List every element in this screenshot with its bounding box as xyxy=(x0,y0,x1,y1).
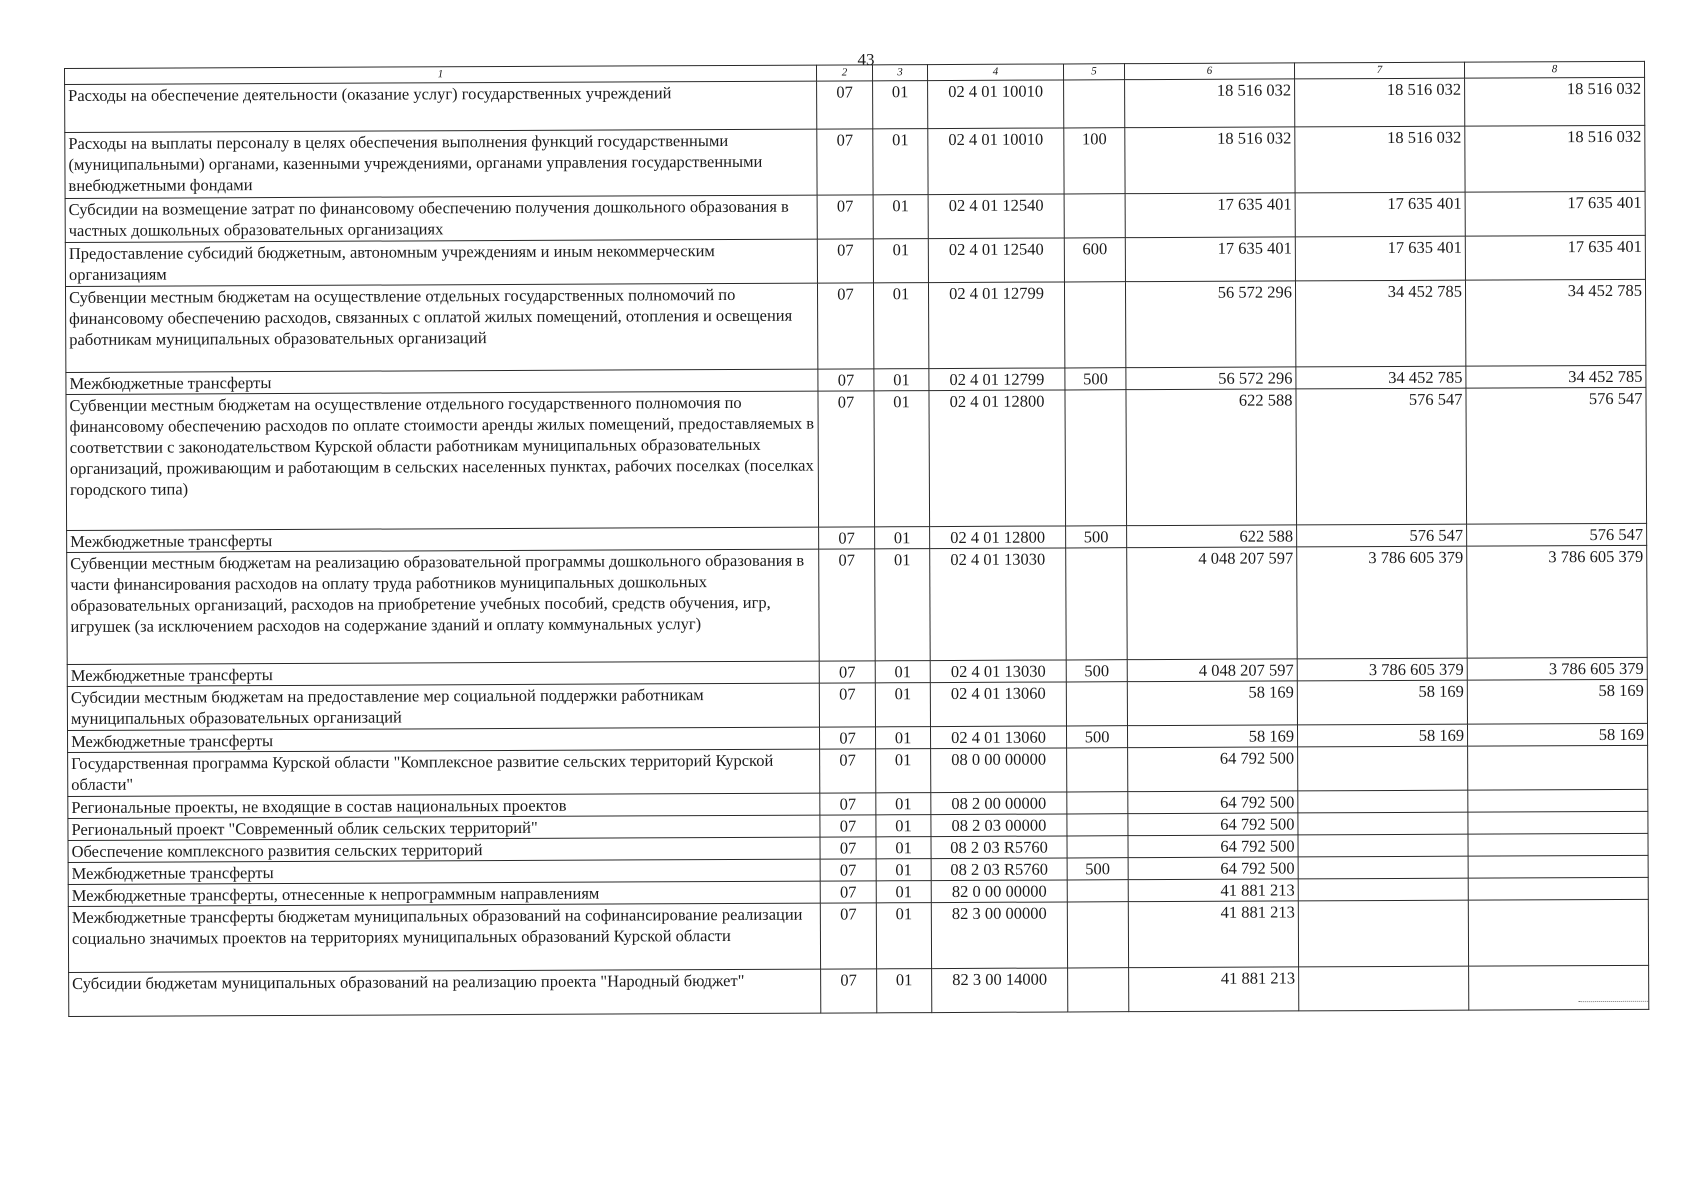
amount-col-6: 4 048 207 597 xyxy=(1127,659,1297,682)
table-row xyxy=(66,387,1647,530)
column-number: 8 xyxy=(1464,61,1644,78)
target-article-code: 08 2 00 00000 xyxy=(931,792,1067,815)
row-description: Региональный проект "Современный облик сельских территорий" xyxy=(68,815,820,840)
subsection-code: 01 xyxy=(875,683,930,727)
row-description: Субвенции местным бюджетам на осуществление отдельных государственных полномочий по финансовому обеспечению расходов, связанных с оплатой жилых помещений, отопления и освещения работникам муниципальных образовательных организаций xyxy=(65,283,817,372)
expense-type-code xyxy=(1067,748,1128,792)
table-row xyxy=(68,745,1648,796)
amount-col-6: 41 881 213 xyxy=(1128,901,1298,968)
amount-col-7: 3 786 605 379 xyxy=(1297,546,1468,659)
amount-col-6: 64 792 500 xyxy=(1128,791,1298,814)
amount-col-6: 58 169 xyxy=(1127,725,1297,748)
subsection-code: 01 xyxy=(874,369,929,391)
table-row xyxy=(65,279,1645,372)
section-code: 07 xyxy=(820,859,876,881)
table-row xyxy=(68,899,1648,972)
amount-col-8 xyxy=(1468,789,1648,812)
amount-col-7 xyxy=(1298,746,1468,791)
row-description: Государственная программа Курской области "Комплексное развитие сельских территорий Курской области" xyxy=(68,749,820,796)
amount-col-8: 17 635 401 xyxy=(1465,191,1645,236)
subsection-code: 01 xyxy=(876,859,931,881)
row-description: Межбюджетные трансферты, отнесенные к непрограммным направлениям xyxy=(68,881,820,906)
amount-col-8: 18 516 032 xyxy=(1465,125,1645,192)
section-code: 07 xyxy=(819,549,876,661)
section-code: 07 xyxy=(817,81,873,129)
section-code: 07 xyxy=(820,815,876,837)
amount-col-8 xyxy=(1468,899,1648,966)
amount-col-6: 4 048 207 597 xyxy=(1127,547,1298,660)
amount-col-6: 17 635 401 xyxy=(1125,193,1295,238)
expense-type-code: 500 xyxy=(1066,526,1127,548)
row-description: Субсидии местным бюджетам на предоставление мер социальной поддержки работникам муниципальных образовательных организаций xyxy=(67,683,819,730)
expense-type-code: 500 xyxy=(1066,660,1127,682)
table-row xyxy=(65,235,1645,286)
section-code: 07 xyxy=(817,195,873,239)
subsection-code: 01 xyxy=(873,283,928,369)
amount-col-8 xyxy=(1469,965,1649,1010)
section-code: 07 xyxy=(820,903,876,969)
target-article-code: 02 4 01 10010 xyxy=(928,80,1064,129)
amount-col-8 xyxy=(1468,855,1648,878)
row-description: Межбюджетные трансферты бюджетам муниципальных образований на софинансирование реализации социально значимых проектов на территориях муниципальных образований Курской области xyxy=(68,903,820,972)
row-description: Межбюджетные трансферты xyxy=(67,527,819,552)
expense-type-code xyxy=(1067,836,1128,858)
section-code: 07 xyxy=(820,837,876,859)
amount-col-7 xyxy=(1299,966,1469,1011)
amount-col-8: 576 547 xyxy=(1466,387,1647,524)
amount-col-8 xyxy=(1468,745,1648,790)
amount-col-7 xyxy=(1298,900,1468,967)
target-article-code: 82 3 00 14000 xyxy=(932,968,1068,1013)
section-code: 07 xyxy=(819,527,875,549)
expense-type-code: 500 xyxy=(1065,368,1126,390)
amount-col-6: 622 588 xyxy=(1126,389,1297,526)
target-article-code: 08 2 03 R5760 xyxy=(931,836,1067,859)
table-row xyxy=(65,125,1645,198)
subsection-code: 01 xyxy=(876,749,931,793)
row-description: Расходы на выплаты персоналу в целях обеспечения выполнения функций государственными (муниципальными) органами, казенными учреждениями, органами управления государственными внебюджетными фондами xyxy=(65,129,817,198)
amount-col-6: 64 792 500 xyxy=(1128,813,1298,836)
amount-col-8: 3 786 605 379 xyxy=(1467,545,1648,658)
amount-col-6: 18 516 032 xyxy=(1125,127,1295,194)
target-article-code: 02 4 01 12800 xyxy=(929,390,1066,527)
expense-type-code xyxy=(1065,390,1127,526)
section-code: 07 xyxy=(817,239,873,283)
section-code: 07 xyxy=(820,881,876,903)
target-article-code: 08 2 03 R5760 xyxy=(931,858,1067,881)
amount-col-6: 41 881 213 xyxy=(1129,967,1299,1012)
column-number: 2 xyxy=(816,65,872,81)
subsection-code: 01 xyxy=(876,881,931,903)
subsection-code: 01 xyxy=(875,549,931,661)
subsection-code: 01 xyxy=(877,969,932,1013)
section-code: 07 xyxy=(820,793,876,815)
section-code: 07 xyxy=(817,129,873,195)
expense-type-code: 100 xyxy=(1064,128,1125,194)
target-article-code: 02 4 01 13060 xyxy=(930,682,1066,727)
row-description: Расходы на обеспечение деятельности (оказание услуг) государственных учреждений xyxy=(65,81,817,132)
amount-col-6: 17 635 401 xyxy=(1125,237,1295,282)
amount-col-6: 622 588 xyxy=(1127,525,1297,548)
amount-col-6: 64 792 500 xyxy=(1128,857,1298,880)
section-code: 07 xyxy=(820,749,876,793)
table-row xyxy=(65,191,1645,242)
subsection-code: 01 xyxy=(875,661,930,683)
subsection-code: 01 xyxy=(873,239,928,283)
amount-col-7: 17 635 401 xyxy=(1295,236,1465,281)
row-description: Межбюджетные трансферты xyxy=(68,859,820,884)
column-number: 5 xyxy=(1063,64,1124,80)
amount-col-7: 576 547 xyxy=(1296,388,1467,525)
amount-col-7 xyxy=(1298,834,1468,857)
target-article-code: 82 3 00 00000 xyxy=(931,902,1067,969)
amount-col-7 xyxy=(1298,856,1468,879)
subsection-code: 01 xyxy=(875,527,930,549)
budget-table xyxy=(64,61,1649,1017)
target-article-code: 02 4 01 10010 xyxy=(928,128,1064,195)
amount-col-8: 58 169 xyxy=(1467,723,1647,746)
target-article-code: 02 4 01 12799 xyxy=(929,368,1065,391)
page-number: 43 xyxy=(857,50,875,69)
subsection-code: 01 xyxy=(873,81,928,129)
row-description: Межбюджетные трансферты xyxy=(67,661,819,686)
amount-col-7: 34 452 785 xyxy=(1296,366,1466,389)
subsection-code: 01 xyxy=(876,903,931,969)
amount-col-7: 18 516 032 xyxy=(1295,126,1465,193)
target-article-code: 02 4 01 13060 xyxy=(930,726,1066,749)
expense-type-code xyxy=(1066,682,1127,726)
amount-col-6: 18 516 032 xyxy=(1125,79,1295,128)
amount-col-7: 58 169 xyxy=(1297,680,1467,725)
amount-col-7 xyxy=(1298,878,1468,901)
expense-type-code: 500 xyxy=(1067,858,1128,880)
amount-col-6: 56 572 296 xyxy=(1125,281,1295,368)
expense-type-code: 600 xyxy=(1064,238,1125,282)
amount-col-7: 34 452 785 xyxy=(1295,280,1465,367)
amount-col-8: 58 169 xyxy=(1467,679,1647,724)
subsection-code: 01 xyxy=(876,837,931,859)
target-article-code: 02 4 01 12800 xyxy=(930,526,1066,549)
column-number: 1 xyxy=(65,65,817,84)
subsection-code: 01 xyxy=(876,793,931,815)
expense-type-code: 500 xyxy=(1066,726,1127,748)
row-description: Субвенции местным бюджетам на реализацию образовательной программы дошкольного образования в части финансирования расходов на оплату труда работников муниципальных дошкольных образовательных организаций, расходов на приобретение учебных пособий, средств обучения, игр, игрушек (за исключением расходов на содержание зданий и оплату коммунальных услуг) xyxy=(67,549,820,664)
expense-type-code xyxy=(1064,194,1125,238)
section-code: 07 xyxy=(818,369,874,391)
amount-col-6: 41 881 213 xyxy=(1128,879,1298,902)
subsection-code: 01 xyxy=(875,727,930,749)
expense-type-code xyxy=(1067,880,1128,902)
expense-type-code xyxy=(1068,968,1129,1012)
amount-col-8 xyxy=(1468,877,1648,900)
target-article-code: 02 4 01 13030 xyxy=(930,548,1067,661)
target-article-code: 02 4 01 13030 xyxy=(930,660,1066,683)
amount-col-7 xyxy=(1298,790,1468,813)
subsection-code: 01 xyxy=(874,391,930,527)
amount-col-7: 17 635 401 xyxy=(1295,192,1465,237)
amount-col-6: 64 792 500 xyxy=(1128,835,1298,858)
expense-type-code xyxy=(1064,80,1125,128)
subsection-code: 01 xyxy=(873,129,928,195)
amount-col-7: 576 547 xyxy=(1297,524,1467,547)
row-description: Межбюджетные трансферты xyxy=(68,727,820,752)
column-number: 6 xyxy=(1124,63,1294,80)
target-article-code: 08 2 03 00000 xyxy=(931,814,1067,837)
row-description: Субсидии на возмещение затрат по финансовому обеспечению получения дошкольного образования в частных дошкольных образовательных организациях xyxy=(65,195,817,242)
budget-sheet xyxy=(64,61,1648,1017)
section-code: 07 xyxy=(821,969,877,1013)
row-description: Субсидии бюджетам муниципальных образований на реализацию проекта "Народный бюджет" xyxy=(69,969,821,1016)
amount-col-6: 58 169 xyxy=(1127,681,1297,726)
section-code: 07 xyxy=(817,283,873,369)
column-number: 4 xyxy=(927,64,1063,81)
row-description: Региональные проекты, не входящие в состав национальных проектов xyxy=(68,793,820,818)
section-code: 07 xyxy=(819,661,875,683)
row-description: Межбюджетные трансферты xyxy=(66,369,818,394)
row-description: Субвенции местным бюджетам на осуществление отдельного государственного полномочия по финансовому обеспечению расходов по оплате стоимости аренды жилых помещений, предоставляемых в соответствии с законодательством Курской области работникам муниципальных образовательных организаций, проживающим и работающим в сельских населенных пунктах, рабочих поселках (поселках городского типа) xyxy=(66,391,819,530)
amount-col-8: 18 516 032 xyxy=(1465,77,1645,126)
expense-type-code xyxy=(1067,792,1128,814)
amount-col-7: 58 169 xyxy=(1297,724,1467,747)
target-article-code: 02 4 01 12540 xyxy=(928,238,1064,283)
amount-col-8 xyxy=(1468,811,1648,834)
table-row xyxy=(69,965,1649,1016)
target-article-code: 02 4 01 12799 xyxy=(928,282,1064,369)
table-row xyxy=(65,77,1645,132)
amount-col-7: 18 516 032 xyxy=(1295,78,1465,127)
target-article-code: 82 0 00 00000 xyxy=(931,880,1067,903)
table-row xyxy=(67,679,1647,730)
section-code: 07 xyxy=(819,683,875,727)
amount-col-8: 3 786 605 379 xyxy=(1467,657,1647,680)
target-article-code: 02 4 01 12540 xyxy=(928,194,1064,239)
amount-col-8: 34 452 785 xyxy=(1466,365,1646,388)
column-number: 3 xyxy=(872,65,927,81)
amount-col-7: 3 786 605 379 xyxy=(1297,658,1467,681)
section-code: 07 xyxy=(818,391,875,527)
amount-col-8: 34 452 785 xyxy=(1465,279,1645,366)
subsection-code: 01 xyxy=(876,815,931,837)
amount-col-8: 17 635 401 xyxy=(1465,235,1645,280)
amount-col-6: 64 792 500 xyxy=(1128,747,1298,792)
amount-col-7 xyxy=(1298,812,1468,835)
expense-type-code xyxy=(1064,282,1125,368)
expense-type-code xyxy=(1067,902,1128,968)
column-number: 7 xyxy=(1294,62,1464,79)
table-row xyxy=(67,545,1647,664)
target-article-code: 08 0 00 00000 xyxy=(931,748,1067,793)
row-description: Предоставление субсидий бюджетным, автономным учреждениям и иным некоммерческим организациям xyxy=(65,239,817,286)
amount-col-8: 576 547 xyxy=(1467,523,1647,546)
expense-type-code xyxy=(1066,548,1128,660)
expense-type-code xyxy=(1067,814,1128,836)
amount-col-6: 56 572 296 xyxy=(1126,367,1296,390)
section-code: 07 xyxy=(819,727,875,749)
subsection-code: 01 xyxy=(873,195,928,239)
amount-col-8 xyxy=(1468,833,1648,856)
row-description: Обеспечение комплексного развития сельских территорий xyxy=(68,837,820,862)
table-body xyxy=(65,61,1649,1016)
